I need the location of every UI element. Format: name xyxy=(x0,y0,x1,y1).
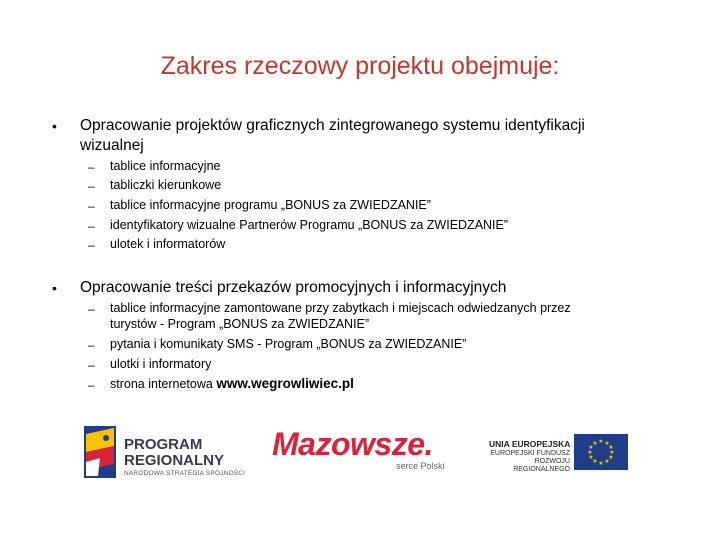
page-title: Zakres rzeczowy projektu obejmuje: xyxy=(160,52,560,80)
dash: – xyxy=(88,358,95,372)
program-sub: NARODOWA STRATEGIA SPÓJNOŚCI xyxy=(124,470,246,477)
list-item xyxy=(110,376,650,392)
program-regionalny-text xyxy=(124,437,224,469)
svg-text:★: ★ xyxy=(598,438,604,445)
list-item: ulotek i informatorów xyxy=(110,237,226,251)
dash: – xyxy=(88,179,95,193)
bullet: • xyxy=(52,280,57,296)
list-item-line1: tablice informacyjne zamontowane przy zabytkach i miejscach odwiedzanych przez xyxy=(110,301,571,315)
mazowsze-logo: Mazowsze. xyxy=(272,426,433,462)
program-regionalny-logo-icon xyxy=(80,424,120,480)
list-item: identyfikatory wizualne Partnerów Programu „BONUS za ZWIEDZANIE” xyxy=(110,218,509,232)
svg-text:★: ★ xyxy=(588,444,594,451)
bullet: • xyxy=(52,118,57,134)
svg-text:★: ★ xyxy=(588,454,594,461)
mazowsze-sub: serce Polski xyxy=(396,461,445,471)
list-item: tablice informacyjne xyxy=(110,159,221,173)
svg-text:★: ★ xyxy=(604,440,610,447)
list-item-line2: turystów - Program „BONUS za ZWIEDZANIE” xyxy=(110,317,370,331)
dash: – xyxy=(88,219,95,233)
eu-flag-icon xyxy=(574,434,628,470)
svg-text:★: ★ xyxy=(608,444,614,451)
svg-text:★: ★ xyxy=(609,449,615,456)
dash: – xyxy=(88,302,95,316)
svg-text:★: ★ xyxy=(592,458,598,465)
dash: – xyxy=(88,238,95,252)
dash: – xyxy=(88,160,95,174)
ue-line2: EUROPEJSKI FUNDUSZ xyxy=(490,450,570,457)
program-line1: PROGRAM xyxy=(124,436,203,453)
list-item: pytania i komunikaty SMS - Program „BONUS za ZWIEDZANIE” xyxy=(110,337,467,351)
section-2-heading: Opracowanie treści przekazów promocyjnych i informacyjnych xyxy=(80,279,507,296)
svg-text:★: ★ xyxy=(598,460,604,467)
svg-text:★: ★ xyxy=(604,458,610,465)
dash: – xyxy=(88,199,95,213)
program-line2: REGIONALNY xyxy=(124,452,225,469)
list-item xyxy=(110,300,650,332)
ue-line3: ROZWOJU REGIONALNEGO xyxy=(513,458,570,473)
svg-text:★: ★ xyxy=(587,449,593,456)
section-1-heading xyxy=(80,116,660,156)
dash: – xyxy=(88,338,95,352)
list-item: tablice informacyjne programu „BONUS za ZWIEDZANIE” xyxy=(110,198,431,212)
list-item: tabliczki kierunkowe xyxy=(110,178,222,192)
section-1-heading-line1: Opracowanie projektów graficznych zintegrowanego systemu identyfikacji xyxy=(80,117,585,134)
section-1-heading-line2: wizualnej xyxy=(80,137,144,154)
website-label: strona internetowa xyxy=(110,377,213,391)
ue-lines xyxy=(480,450,570,474)
svg-text:★: ★ xyxy=(608,454,614,461)
website-link[interactable]: www.wegrowliwiec.pl xyxy=(216,376,354,391)
svg-text:★: ★ xyxy=(592,440,598,447)
list-item: ulotki i informatory xyxy=(110,357,212,371)
ue-line1: UNIA EUROPEJSKA xyxy=(489,439,571,449)
dash: – xyxy=(88,378,95,392)
